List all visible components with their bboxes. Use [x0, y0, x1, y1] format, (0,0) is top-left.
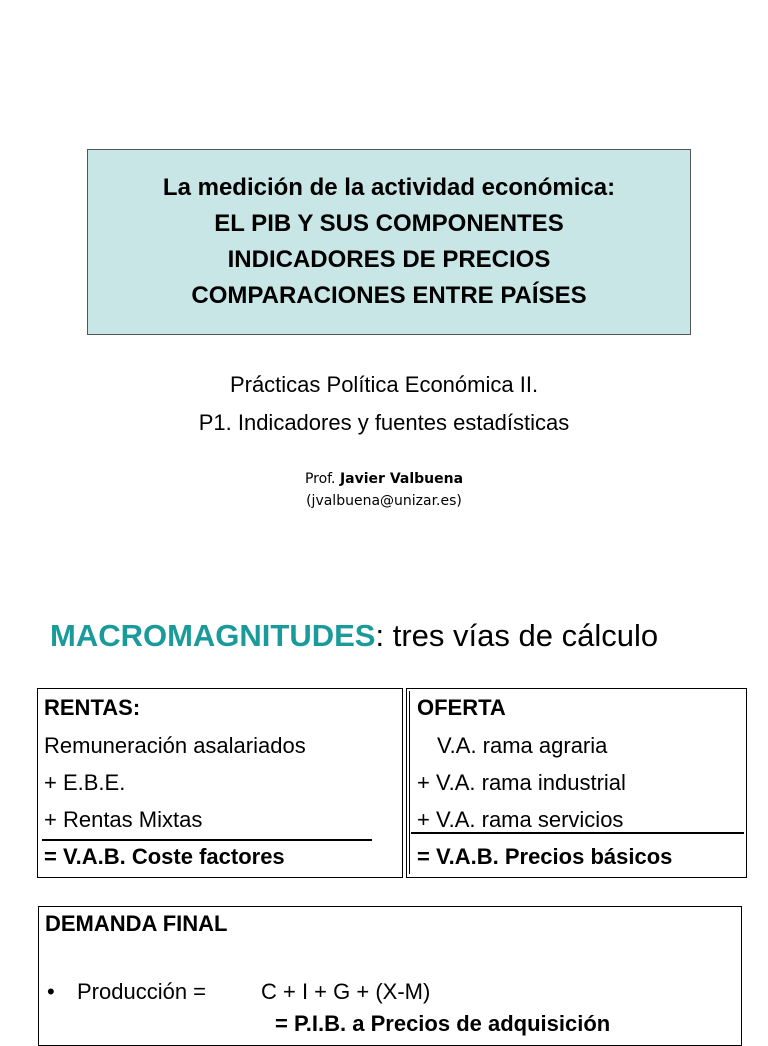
rentas-item-1: Remuneración asalariados: [44, 733, 306, 758]
oferta-divider: [411, 832, 744, 834]
author-line: [0, 469, 768, 489]
subtitle-line-1: Prácticas Política Económica II.: [229, 372, 539, 397]
oferta-item-2: + V.A. rama industrial: [417, 770, 626, 795]
demanda-result: = P.I.B. a Precios de adquisición: [275, 1011, 611, 1036]
rentas-box: [37, 688, 403, 878]
oferta-item-3: + V.A. rama servicios: [417, 807, 624, 832]
rentas-total: = V.A.B. Coste factores: [44, 844, 285, 869]
author-prefix: Prof.: [304, 471, 336, 487]
demanda-formula: C + I + G + (X-M): [261, 979, 431, 1004]
demanda-box: [38, 906, 742, 1046]
macro-heading-rest: : tres vías de cálculo: [375, 618, 659, 653]
title-box: [87, 149, 691, 335]
oferta-total: = V.A.B. Precios básicos: [417, 844, 673, 869]
rentas-item-2: + E.B.E.: [44, 770, 126, 795]
macro-heading-accent: MACROMAGNITUDES: [50, 618, 376, 653]
rentas-title: RENTAS:: [44, 695, 141, 720]
title-line-2: EL PIB Y SUS COMPONENTES: [214, 210, 564, 237]
author-email: (jvalbuena@unizar.es): [306, 493, 462, 509]
title-line-3: INDICADORES DE PRECIOS: [227, 246, 551, 273]
oferta-box: [406, 688, 747, 878]
title-line-1: La medición de la actividad económica:: [162, 174, 616, 201]
title-line-4: COMPARACIONES ENTRE PAÍSES: [191, 282, 587, 309]
author-name: Javier Valbuena: [339, 471, 464, 487]
rentas-divider: [42, 839, 372, 841]
macro-heading: [50, 616, 658, 656]
demanda-title: DEMANDA FINAL: [45, 911, 228, 936]
demanda-label: Producción =: [77, 979, 207, 1004]
subtitle-line-2: P1. Indicadores y fuentes estadísticas: [198, 410, 570, 435]
rentas-item-3: + Rentas Mixtas: [44, 807, 203, 832]
oferta-item-1: V.A. rama agraria: [437, 733, 608, 758]
demanda-bullet: •: [47, 979, 55, 1004]
oferta-title: OFERTA: [417, 695, 506, 720]
